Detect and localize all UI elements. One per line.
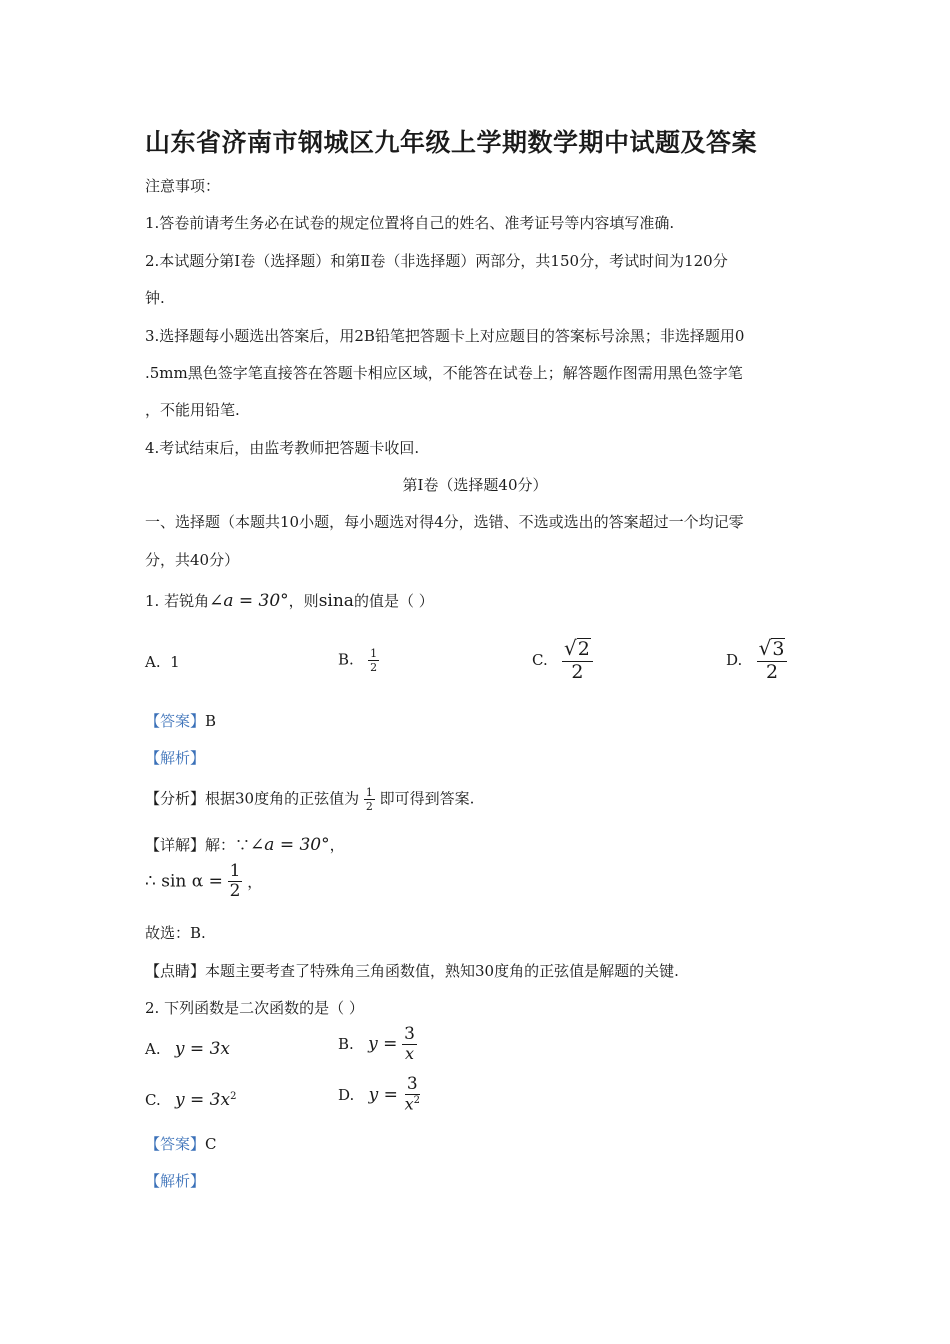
sqrt-icon: √ (758, 636, 772, 660)
section-intro: 分，共40分） (145, 551, 240, 569)
detail-tag: 【详解】 (145, 836, 206, 854)
fenxi-text: 根据30度角的正弦值为 (205, 789, 360, 808)
option-label: B. (338, 650, 354, 669)
fenxi-end: 即可得到答案. (379, 789, 475, 808)
fraction (364, 787, 375, 812)
stem-suffix: 的值是（ ） (353, 592, 434, 610)
detail-text: 解：∵ (205, 836, 251, 854)
denominator: x (405, 1044, 415, 1063)
option-d (726, 638, 787, 682)
section-title: 第Ⅰ卷（选择题40分） (402, 476, 548, 494)
choose-line: 故选：B. (145, 924, 206, 942)
numerator: 1 (365, 786, 373, 799)
denominator: 2 (571, 660, 584, 683)
sqrt-icon: √ (564, 636, 577, 660)
exponent: 2 (230, 1091, 237, 1102)
note-item: ，不能用铅笔. (145, 401, 240, 419)
angle-expression: ∠a = 30° (209, 591, 289, 611)
option-value: y = 3x (174, 1039, 230, 1059)
comment-tag: 【点睛】 (145, 962, 206, 980)
answer-line (145, 1133, 217, 1154)
option-b (338, 1026, 417, 1062)
numerator: 3 (406, 1074, 418, 1094)
fraction (228, 863, 243, 900)
answer-tag: 【答案】 (145, 1135, 206, 1153)
analysis-tag: 【解析】 (145, 749, 206, 767)
option-c (532, 638, 593, 682)
option-label: D. (338, 1085, 355, 1104)
radicand: 3 (772, 638, 785, 660)
stem-prefix: 1. 若锐角 (145, 592, 210, 610)
exponent: 2 (413, 1095, 421, 1106)
note-item: 1.答卷前请考生务必在试卷的规定位置将自己的姓名、准考证号等内容填写准确. (145, 214, 675, 232)
comment-text: 本题主要考查了特殊角三角函数值，熟知30度角的正弦值是解题的关键. (205, 962, 679, 980)
option-b (338, 648, 379, 673)
option-d (338, 1076, 422, 1114)
denominator: 2 (370, 661, 378, 674)
stem-mid: ，则 (288, 592, 319, 610)
radicand: 2 (577, 638, 590, 660)
question-1-stem (145, 590, 434, 611)
note-item: 3.选择题每小题选出答案后，用2B铅笔把答题卡上对应题目的答案标号涂黑；非选择题用0 (145, 327, 745, 345)
denominator: x (404, 1094, 414, 1114)
page-title: 山东省济南市钢城区九年级上学期数学期中试题及答案 (145, 128, 758, 157)
fraction (403, 1076, 422, 1114)
numerator: 1 (370, 647, 378, 660)
option-label: D. (726, 650, 743, 669)
denominator: 2 (229, 881, 241, 901)
therefore-expression: ∴ sin α = (145, 871, 223, 892)
fraction (368, 648, 379, 673)
option-label: A. (145, 653, 161, 671)
section-intro: 一、选择题（本题共10小题，每小题选对得4分，选错、不选或选出的答案超过一个均记零 (145, 513, 744, 531)
answer-tag: 【答案】 (145, 712, 206, 730)
detail-math: ∠a = 30° (250, 835, 330, 855)
note-item: 2.本试题分第Ⅰ卷（选择题）和第Ⅱ卷（非选择题）两部分，共150分，考试时间为120分 (145, 252, 728, 270)
note-item: 4.考试结束后，由监考教师把答题卡收回. (145, 439, 420, 457)
detail-line (145, 834, 345, 855)
fraction (562, 638, 593, 682)
answer-value: B (205, 712, 217, 730)
answer-value: C (205, 1135, 217, 1153)
option-lhs: y = (368, 1084, 398, 1105)
denominator: 2 (365, 800, 373, 813)
option-value: 1 (170, 653, 180, 671)
fenxi-line (145, 787, 474, 812)
option-c (145, 1090, 236, 1110)
note-item: 钟. (145, 289, 165, 307)
comment-line (145, 960, 679, 981)
option-lhs: y = (368, 1034, 398, 1054)
notes-heading: 注意事项： (145, 177, 221, 195)
therefore-end: ， (247, 873, 263, 891)
therefore-line (145, 863, 262, 900)
note-item: .5mm黑色签字笔直接答在答题卡相应区域，不能答在试卷上；解答题作图需用黑色签字笔 (145, 364, 743, 382)
option-label: C. (145, 1091, 161, 1109)
fraction (757, 638, 788, 682)
numerator: 1 (229, 861, 241, 881)
option-label: C. (532, 650, 548, 669)
fraction (402, 1026, 417, 1062)
fenxi-tag: 【分析】 (145, 789, 206, 808)
analysis-tag: 【解析】 (145, 1172, 206, 1190)
option-value: y = 3x (175, 1090, 231, 1110)
answer-line (145, 710, 216, 731)
detail-end: ， (329, 836, 345, 854)
question-2-stem: 2. 下列函数是二次函数的是（ ） (145, 999, 364, 1017)
option-label: A. (145, 1040, 161, 1058)
numerator: 3 (404, 1024, 415, 1044)
option-a (145, 1039, 230, 1059)
option-label: B. (338, 1035, 354, 1053)
denominator: 2 (765, 660, 779, 683)
sin-expression: sina (318, 591, 354, 611)
option-a (145, 653, 180, 671)
